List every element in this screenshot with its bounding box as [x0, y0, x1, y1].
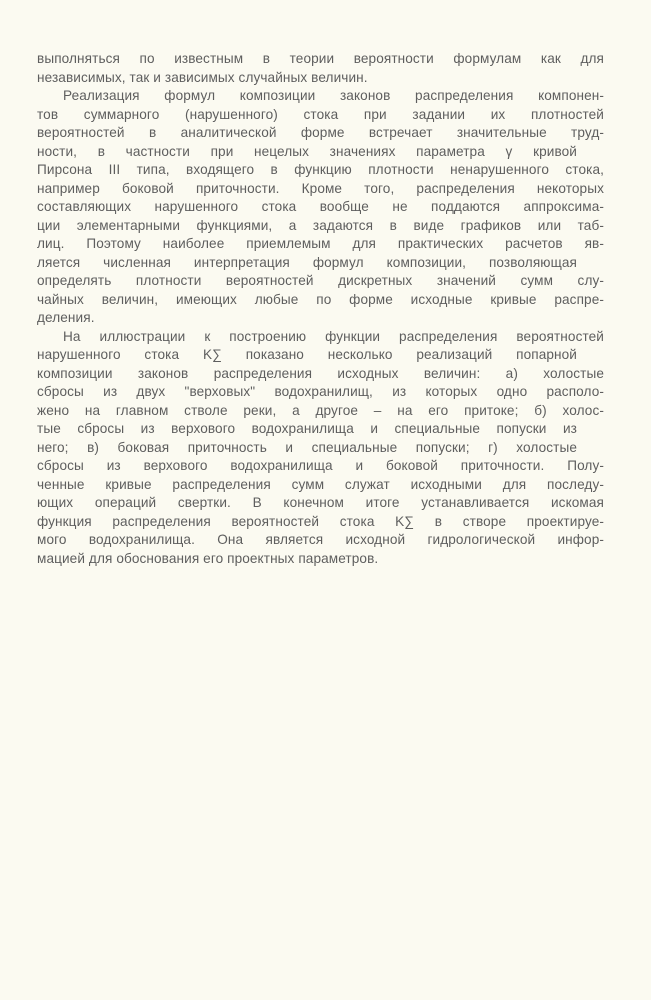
text-line: тые сбросы из верхового водохранилища и специальные попуски из: [37, 421, 577, 436]
text-line: мого водохранилища. Она является исходной гидрологической инфор-: [37, 532, 604, 547]
text-line: лиц. Поэтому наиболее приемлемым для практических расчетов яв-: [37, 236, 604, 251]
text-line: сбросы из верхового водохранилища и боковой приточности. Полу-: [37, 458, 604, 473]
text-line: выполняться по известным в теории вероятности формулам как для: [37, 51, 604, 66]
text-line: сбросы из двух "верховых" водохранилищ, из которых одно располо-: [37, 384, 604, 399]
text-line: ющих операций свертки. В конечном итоге устанавливается искомая: [37, 495, 604, 510]
text-line: чайных величин, имеющих любые по форме исходные кривые распре-: [37, 291, 604, 307]
paragraph: [37, 50, 604, 87]
paragraph: [37, 328, 604, 569]
text-line: ляется численная интерпретация формул композиции, позволяющая: [37, 254, 577, 270]
text-line: определять плотности вероятностей дискретных значений сумм слу-: [37, 273, 604, 288]
text-line: независимых, так и зависимых случайных величин.: [37, 69, 368, 85]
text-line: На иллюстрации к построению функции распределения вероятностей: [63, 328, 604, 344]
text-line: например боковой приточности. Кроме того, распределения некоторых: [37, 180, 604, 196]
paragraph: [37, 87, 604, 328]
document-page: [37, 50, 604, 568]
text-line: ции элементарными функциями, а задаются в виде графиков или таб-: [37, 217, 604, 233]
text-line: составляющих нарушенного стока вообще не поддаются аппроксима-: [37, 199, 604, 214]
text-line: вероятностей в аналитической форме встречает значительные труд-: [37, 125, 604, 140]
text-line: него; в) боковая приточность и специальные попуски; г) холостые: [37, 439, 577, 455]
text-line: функция распределения вероятностей стока K∑ в створе проектируе-: [37, 513, 604, 529]
text-line: деления.: [37, 310, 95, 325]
text-line: мацией для обоснования его проектных параметров.: [37, 550, 379, 566]
text-line: жено на главном стволе реки, а другое – на его притоке; б) холос-: [37, 402, 604, 418]
text-line: ности, в частности при нецелых значениях параметра γ кривой: [37, 143, 577, 159]
text-line: нарушенного стока K∑ показано несколько реализаций попарной: [37, 347, 577, 362]
text-line: композиции законов распределения исходных величин: а) холостые: [37, 365, 604, 381]
text-line: ченные кривые распределения сумм служат исходными для последу-: [37, 476, 604, 492]
text-line: тов суммарного (нарушенного) стока при задании их плотностей: [37, 106, 604, 122]
text-line: Реализация формул композиции законов распределения компонен-: [63, 88, 604, 103]
text-line: Пирсона III типа, входящего в функцию плотности ненарушенного стока,: [37, 162, 604, 177]
